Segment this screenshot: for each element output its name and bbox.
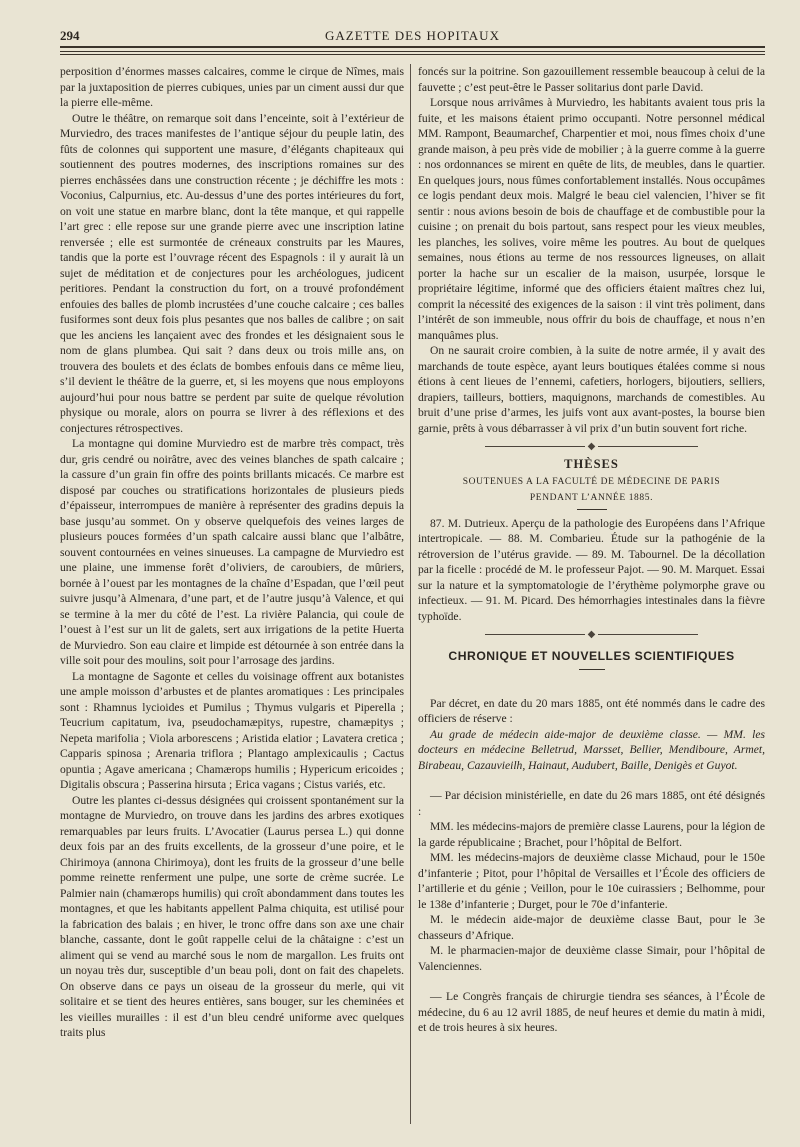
paragraph: — Par décision ministérielle, en date du 26 mars 1885, ont été désignés : — [418, 789, 765, 818]
right-column — [418, 64, 765, 1036]
paragraph: MM. les médecins-majors de deuxième classe Michaud, pour le 150e d’infanterie ; Pitot, pour l’hôpital de Versailles et l’École des officiers de l’artillerie et du génie ; Veillon, pour le 10e cuirassiers ; Belhomme, pour le 138e d’infanterie ; Durget, pour le 70e d’infanterie. — [418, 851, 765, 911]
left-column — [60, 64, 404, 1041]
paragraph: La montagne de Sagonte et celles du voisinage offrent aux botanistes une ample moisson d’arbustes et de plantes aromatiques : Les principales sont : Rhamnus lycioides et Pumilus ; Thymus vulgaris et Piperella ; Teucrium capitatum, iva, pseudochamæpitys, rupestre, chamæpitys ; Nepeta marifolia ; Viola arborescens ; Aristida elatior ; Lavatera cretica ; Capparis spinosa ; Arenaria triflora ; Plantago amplexicaulis ; Cactus opuntia ; Agave americana ; Chamærops humilis ; Hypericum ericoides ; Digitalis obscura ; Passerina hirsuta ; Erica vagans ; Cistus variés, etc. — [60, 669, 404, 791]
theses-title: THÈSES — [564, 457, 619, 471]
paragraph: Par décret, en date du 20 mars 1885, ont été nommés dans le cadre des officiers de réserve : — [418, 696, 765, 725]
section-divider: ◆ — [418, 629, 765, 641]
paragraph: perposition d’énormes masses calcaires, comme le cirque de Nîmes, mais par la juxtaposition de pierres cubiques, unies par un ciment aussi dur que la pierre elle-même. — [60, 65, 404, 109]
chronique-title: CHRONIQUE ET NOUVELLES SCIENTIFIQUES — [448, 649, 735, 663]
paragraph: Lorsque nous arrivâmes à Murviedro, les habitants avaient tous pris la fuite, et les maisons étaient primo occupanti. Notre personnel médical MM. Rampont, Beaumarchef, Charpentier et moi, nous fîmes choix d’une grande maison, à peu près vide de mobilier ; à la guerre comme à la guerre : nos ordonnances se mirent en quête de lits, de meubles, dans le quartier. En quelques jours, nous fûmes confortablement installés. Nous occupâmes ce logis pendant deux mois. Malgré le beau ciel valencien, l’hiver se fit sentir : nous avions besoin de bois de chauffage et de combustible pour la cuisine ; on prenait du bois partout, sans respect pour les vieux meubles, les planches, les solives, voire même les poutres. Au bout de quelques semaines, nous étions au terme de nos ressources ligneuses, on allait porter la hache sur un escalier de la maison, usurpée, lorsque le propriétaire légitime, informé que des officiers étaient maîtres chez lui, comprit la nécessité des exigences de la saison : il vint très poliment, dans l’intérêt de son immeuble, nous offrir du bois de chauffage, et nous n’en manquâmes plus. — [418, 96, 765, 342]
theses-subtitle-year: PENDANT L’ANNÉE 1885. — [529, 492, 654, 503]
paragraph: Outre les plantes ci-dessus désignées qui croissent spontanément sur la montagne de Murviedro, on trouve dans les jardins des arbres exotiques remarquables par leurs fruits. L’Avocatier (Laurus persea L.) qui donne deux fois par an des fruits excellents, de la grosseur d’une poire, et le Chirimoya (annona Chirimoya), dont les fruits de la grosseur d’une belle pomme reinette renferment une pulpe, une sorte de crème sucrée. Le Palmier nain (chamærops humilis) qui croît abondamment dans toutes les montagnes, et que les habitants appellent Palma chiquita, est utilisé pour la fabrication des balais ; en hiver, le tronc offre dans son axe une chair blanche, cassante, dont le goût rappelle celui de la châtaigne : c’est un aliment qui se vend au marché sous le nom de margallon. Les fruits ont un noyau très dur, susceptible d’un beau poli, dont on fait des chapelets. On observe dans ce pays un oiseau de la grosseur du merle, qui vit solitaire et se tient des heures entières, sans bouger, sur les cheminées et les vieilles murailles : il est d’un bleu cendré uniforme avec quelques traits plus — [60, 793, 404, 1039]
paragraph: MM. les médecins-majors de première classe Laurens, pour la légion de la garde républicaine ; Brachet, pour l’hôpital de Belfort. — [418, 820, 765, 849]
page-number: 294 — [60, 28, 80, 43]
journal-title: GAZETTE DES HOPITAUX — [325, 28, 500, 43]
page-header — [60, 24, 765, 46]
header-rule — [60, 46, 765, 48]
paragraph: Outre le théâtre, on remarque soit dans l’enceinte, soit à l’extérieur de Murviedro, des traces manifestes de l’antique séjour du peuple latin, des fûts de colonnes qui supportent une masure, d’élégants chapiteaux qui soutiennent des poutres modernes, des inscriptions romaines sur des pierres enchâssées dans une construction récente ; je déchiffre les mots : Voconius, Calpurnius, etc. Au-dessus d’une des portes intérieures du fort, on voit une statue en marbre blanc, dont la tête manque, et qui rappelle l’art grec : elle repose sur une grande pierre avec une inscription latine renversée ; elle est surmontée de créneaux construits par les Maures, tandis que la porte est l’ouvrage récent des Espagnols : il y aurait là un sujet de méditation et de conjectures pour les archéologues, judicent peritiores. Pendant la construction du fort, on a trouvé profondément enfouies des balles de plomb incrustées d’une couche calcaire ; ces balles fusiformes sont deux fois plus pesantes que nos balles de calibre ; on sait que les anciens les lançaient avec des frondes et les désignaient sous le nom de glans plumbea. Qui sait ? dans deux ou trois mille ans, on trouvera des boulets et des éclats de bombes enfouis dans ce même lieu, s’il devient le théâtre de la guerre, et, si les moyens que nous employons aujourd’hui pour nous battre se perdent par suite de quelque révolution physique ou morale, alors on pourra se livrer à des réflexions et des conjectures rétrospectives. — [60, 111, 404, 435]
header-rule — [60, 51, 765, 52]
title-rule — [579, 669, 605, 670]
paragraph: Au grade de médecin aide-major de deuxième classe. — MM. les docteurs en médecine Belletrud, Marsset, Bellier, Mendiboure, Armet, Birabeau, Cazauvieilh, Hainaut, Audubert, Baille, Denigès et Guyot. — [418, 727, 765, 772]
paragraph: On ne saurait croire combien, à la suite de notre armée, il y avait des marchands de toute espèce, ayant leurs boutiques étalées comme si nous étions à cent lieues de l’ennemi, cafetiers, horlogers, bijoutiers, selliers, drapiers, tailleurs, bottiers, maquignons, marchands de comestibles. Au bruit d’une prise d’armes, les juifs vont aux avant-postes, la bourse bien garnie, prêts à vous débarrasser à vil prix d’un butin souvent fort riche. — [418, 344, 765, 435]
paragraph: M. le pharmacien-major de deuxième classe Simair, pour l’hôpital de Valenciennes. — [418, 944, 765, 973]
theses-list: 87. M. Dutrieux. Aperçu de la pathologie des Européens dans l’Afrique intertropicale. — 88. M. Combarieu. Étude sur la pathogénie de la rétroversion de l’utérus gravide. — 89. M. Tabournel. De la décollation par la ficelle : procédé de M. le professeur Pajot. — 90. M. Marquet. Essai sur la nature et la symptomatologie de l’érythème polymorphe grave ou infectieux. — 91. M. Picard. Des hémorrhagies intestinales dans la fièvre typhoïde. — [418, 516, 765, 623]
paragraph: La montagne qui domine Murviedro est de marbre très compact, très dur, gris cendré ou noirâtre, avec des veines blanches de spath calcaire ; la cassure d’un grain fin offre des points brillants micacés. Ce marbre est disposé par couches ou stratifications horizontales de plusieurs pieds d’épaisseur, interrompues de manière à représenter des gradins depuis la base jusqu’au sommet. On y observe quelquefois des veines larges de plusieurs pouces formées d’un spath calcaire aussi blanc que l’albâtre, souvent contournées en veines sinueuses. La campagne de Murviedro est une plaine, une immense forêt d’oliviers, de caroubiers, de mûriers, bornée à l’ouest par les montagnes de la chaîne d’Espadan, que l’œil peut suivre jusqu’à Almenara, d’une part, et de l’autre jusqu’à Valence, et qui se termine à la mer du côté de l’est. La rivière Palancia, qui coule de l’ouest à l’est sur un lit de galets, sert aux irrigations de la petite Huerta de Murviedro. Son eau claire et limpide est détournée à son entrée dans la ville soit pour des moulins, soit pour l’arrosage des jardins. — [60, 437, 404, 667]
paragraph: foncés sur la poitrine. Son gazouillement ressemble beaucoup à celui de la fauvette ; c’est peut-être le Passer solitarius dont parle David. — [418, 65, 765, 94]
column-separator — [410, 64, 411, 1124]
header-rule — [60, 54, 765, 55]
theses-subtitle: SOUTENUES A LA FACULTÉ DE MÉDECINE DE PARIS — [462, 476, 721, 487]
paragraph: M. le médecin aide-major de deuxième classe Baut, pour le 3e chasseurs d’Afrique. — [418, 913, 765, 942]
paragraph: — Le Congrès français de chirurgie tiendra ses séances, à l’École de médecine, du 6 au 12 avril 1885, de neuf heures et demie du matin à midi, et de trois heures à six heures. — [418, 990, 765, 1034]
section-divider: ◆ — [418, 441, 765, 453]
title-rule — [577, 509, 607, 510]
